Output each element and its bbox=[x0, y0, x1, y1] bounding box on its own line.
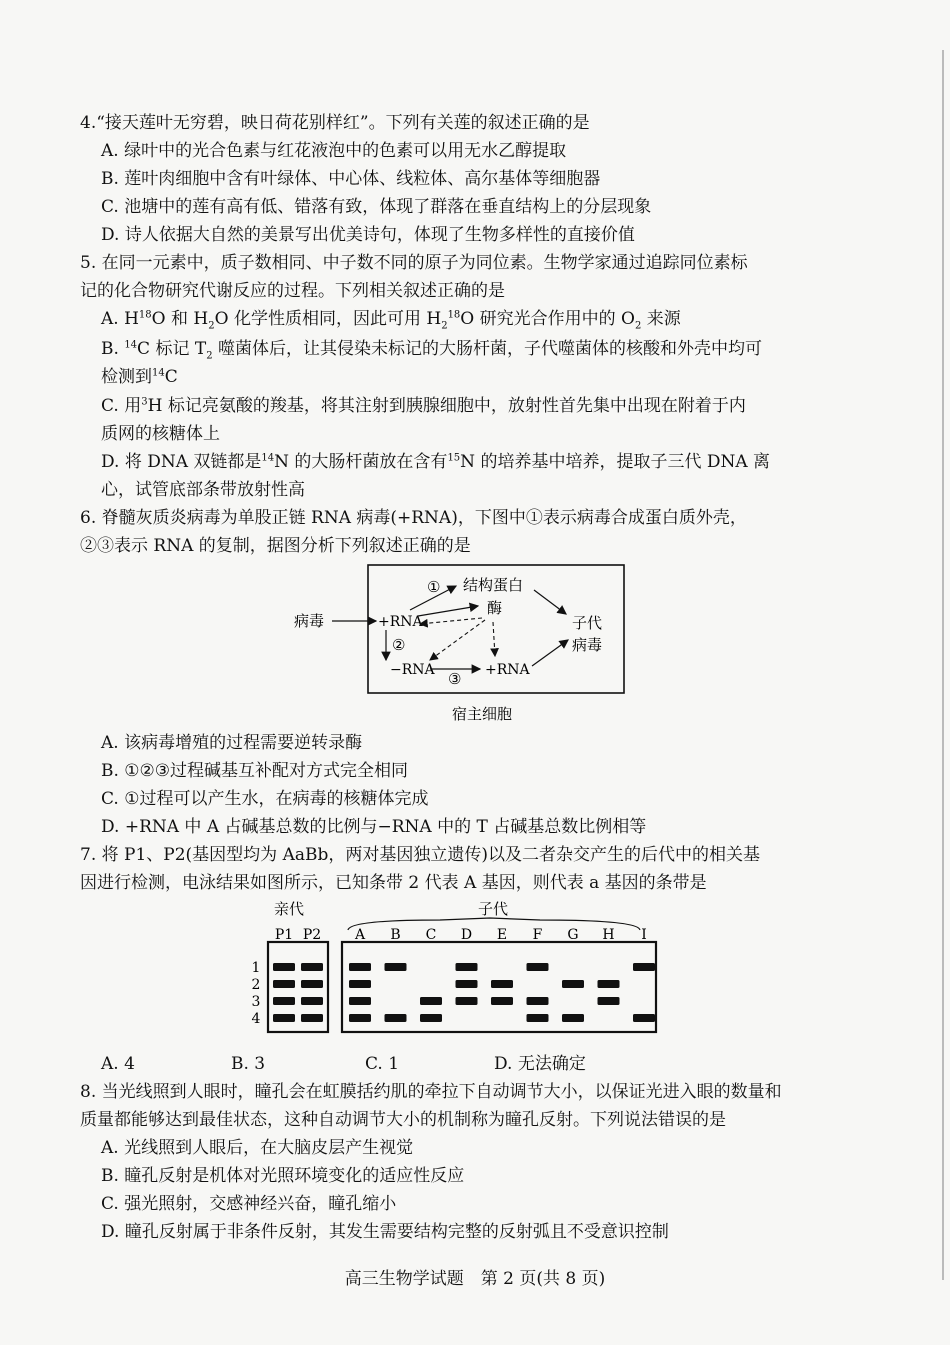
q5-option-b-cont: 检测到$^{14}$C bbox=[101, 367, 178, 387]
dashed-enzyme-arrow-2 bbox=[430, 620, 485, 660]
dashed-enzyme-arrow-1 bbox=[420, 618, 482, 624]
gel-band-b-4 bbox=[385, 1014, 407, 1022]
arrow-rna-to-offspring bbox=[532, 640, 568, 666]
q8-option-a: A. 光线照到人眼后，在大脑皮层产生视觉 bbox=[101, 1138, 414, 1158]
step-1-label: ① bbox=[427, 578, 441, 596]
q7-option-b: B. 3 bbox=[231, 1054, 266, 1074]
step-2-label: ② bbox=[392, 636, 406, 654]
q4-option-d: D. 诗人依据大自然的美景写出优美诗句，体现了生物多样性的直接价值 bbox=[101, 225, 635, 245]
lane-label-p2: P2 bbox=[302, 927, 322, 943]
gel-band-c-4 bbox=[420, 1014, 442, 1022]
q6-stem-1: 6. 脊髓灰质炎病毒为单股正链 RNA 病毒(+RNA)，下图中①表示病毒合成蛋白质外壳， bbox=[80, 508, 747, 528]
virus-replication-diagram bbox=[280, 560, 640, 730]
arrow-protein-to-offspring bbox=[534, 590, 566, 614]
gel-band-f-3 bbox=[527, 997, 549, 1005]
gel-band-d-1 bbox=[456, 963, 478, 971]
lane-label-g: G bbox=[567, 927, 579, 943]
parent-label: 亲代 bbox=[274, 900, 305, 918]
q4-stem: 4.“接天莲叶无穷碧，映日荷花别样红”。下列有关莲的叙述正确的是 bbox=[80, 113, 590, 133]
offspring-label-2: 病毒 bbox=[572, 636, 603, 654]
q5-option-a: A. $H^{18}O$ 和 $H_2O$ 化学性质相同，因此可用 $H_2^{18}O$ 研究光合作用中的 $O_2$ 来源 bbox=[101, 309, 681, 332]
gel-band-g-2 bbox=[562, 980, 584, 988]
lane-label-p1: P1 bbox=[274, 927, 294, 943]
band-row-label-2: 2 bbox=[251, 977, 261, 993]
lane-label-e: E bbox=[496, 927, 508, 943]
q4-option-a: A. 绿叶中的光合色素与红花液泡中的色素可以用无水乙醇提取 bbox=[101, 141, 567, 161]
page-footer: 高三生物学试题 第 2 页(共 8 页) bbox=[344, 1269, 606, 1289]
lane-label-i: I bbox=[641, 927, 647, 943]
gel-band-a-1 bbox=[349, 963, 371, 971]
q8-option-d: D. 瞳孔反射属于非条件反射，其发生需要结构完整的反射弧且不受意识控制 bbox=[101, 1222, 669, 1242]
dashed-enzyme-arrow-3 bbox=[493, 622, 495, 656]
gel-band-a-4 bbox=[349, 1014, 371, 1022]
gel-band-d-2 bbox=[456, 980, 478, 988]
plus-rna-label: +RNA bbox=[378, 614, 423, 630]
q4-option-b: B. 莲叶肉细胞中含有叶绿体、中心体、线粒体、高尔基体等细胞器 bbox=[101, 169, 601, 189]
gel-band-g-4 bbox=[562, 1014, 584, 1022]
gel-band-i-1 bbox=[633, 963, 655, 971]
virus-label: 病毒 bbox=[294, 612, 325, 630]
lane-label-c: C bbox=[425, 927, 437, 943]
q8-option-b: B. 瞳孔反射是机体对光照环境变化的适应性反应 bbox=[101, 1166, 465, 1186]
gel-band-p1-3 bbox=[273, 997, 295, 1005]
lane-label-b: B bbox=[390, 927, 401, 943]
band-row-label-1: 1 bbox=[251, 960, 261, 976]
gel-band-e-3 bbox=[491, 997, 513, 1005]
gel-band-p1-1 bbox=[273, 963, 295, 971]
gel-band-p2-4 bbox=[301, 1014, 323, 1022]
gel-band-i-4 bbox=[633, 1014, 655, 1022]
q5-stem-1: 5. 在同一元素中，质子数相同、中子数不同的原子为同位素。生物学家通过追踪同位素标 bbox=[80, 253, 748, 273]
q6-option-c: C. ①过程可以产生水，在病毒的核糖体完成 bbox=[101, 789, 429, 809]
q8-stem-2: 质量都能够达到最佳状态，这种自动调节大小的机制称为瞳孔反射。下列说法错误的是 bbox=[80, 1110, 726, 1130]
q5-option-d: D. 将 DNA 双链都是$^{14}$N 的大肠杆菌放在含有$^{15}$N 的培养基中培养，提取子三代 DNA 离 bbox=[101, 452, 771, 472]
gel-band-f-4 bbox=[527, 1014, 549, 1022]
q8-stem-1: 8. 当光线照到人眼时，瞳孔会在虹膜括约肌的牵拉下自动调节大小，以保证光进入眼的数量和 bbox=[80, 1082, 782, 1102]
offspring-label-1: 子代 bbox=[572, 614, 603, 632]
gel-band-a-2 bbox=[349, 980, 371, 988]
gel-band-b-1 bbox=[385, 963, 407, 971]
q7-option-d: D. 无法确定 bbox=[494, 1054, 586, 1074]
gel-band-h-2 bbox=[598, 980, 620, 988]
q6-option-d: D. +RNA 中 A 占碱基总数的比例与−RNA 中的 T 占碱基总数比例相等 bbox=[101, 817, 647, 837]
gel-band-p2-1 bbox=[301, 963, 323, 971]
q5-option-d-cont: 心，试管底部条带放射性高 bbox=[101, 480, 305, 500]
gel-band-d-3 bbox=[456, 997, 478, 1005]
page-edge bbox=[942, 50, 944, 1280]
gel-band-p2-3 bbox=[301, 997, 323, 1005]
arrow-rna-to-enzyme bbox=[418, 606, 478, 616]
q5-stem-2: 记的化合物研究代谢反应的过程。下列相关叙述正确的是 bbox=[80, 281, 505, 301]
lane-label-d: D bbox=[460, 927, 473, 943]
gel-band-h-3 bbox=[598, 997, 620, 1005]
gel-band-e-2 bbox=[491, 980, 513, 988]
q5-option-c-cont: 质网的核糖体上 bbox=[101, 424, 220, 444]
q5-option-c: C. 用$^3$H 标记亮氨酸的羧基，将其注射到胰腺细胞中，放射性首先集中出现在附着于内 bbox=[101, 396, 746, 416]
gel-band-c-3 bbox=[420, 997, 442, 1005]
gel-band-a-3 bbox=[349, 997, 371, 1005]
q5-option-b: B. $^{14}$C 标记 $T_2$ 噬菌体后，让其侵染未标记的大肠杆菌，子代噬菌体的核酸和外壳中均可 bbox=[101, 339, 762, 362]
offspring-label: 子代 bbox=[478, 900, 509, 918]
structural-protein-label: 结构蛋白 bbox=[463, 576, 524, 594]
lane-label-a: A bbox=[354, 927, 366, 943]
band-row-label-3: 3 bbox=[251, 994, 261, 1010]
lane-label-h: H bbox=[602, 927, 615, 943]
minus-rna-label: −RNA bbox=[390, 662, 435, 678]
band-row-label-4: 4 bbox=[251, 1011, 261, 1027]
q7-stem-2: 因进行检测，电泳结果如图所示，已知条带 2 代表 A 基因，则代表 a 基因的条带是 bbox=[80, 873, 707, 893]
gel-band-p2-2 bbox=[301, 980, 323, 988]
q7-option-c: C. 1 bbox=[365, 1054, 400, 1074]
gel-band-p1-2 bbox=[273, 980, 295, 988]
q6-stem-2: ②③表示 RNA 的复制，据图分析下列叙述正确的是 bbox=[80, 536, 471, 556]
step-3-label: ③ bbox=[448, 670, 462, 688]
q8-option-c: C. 强光照射，交感神经兴奋，瞳孔缩小 bbox=[101, 1194, 397, 1214]
electrophoresis-gel bbox=[240, 898, 670, 1043]
q6-option-a: A. 该病毒增殖的过程需要逆转录酶 bbox=[101, 733, 363, 753]
q6-option-b: B. ①②③过程碱基互补配对方式完全相同 bbox=[101, 761, 409, 781]
gel-band-f-1 bbox=[527, 963, 549, 971]
q7-option-a: A. 4 bbox=[101, 1054, 135, 1074]
q4-option-c: C. 池塘中的莲有高有低、错落有致，体现了群落在垂直结构上的分层现象 bbox=[101, 197, 652, 217]
gel-band-p1-4 bbox=[273, 1014, 295, 1022]
host-cell-label: 宿主细胞 bbox=[452, 705, 513, 723]
enzyme-label: 酶 bbox=[487, 599, 503, 617]
plus-rna-label-2: +RNA bbox=[485, 662, 530, 678]
q7-stem-1: 7. 将 P1、P2(基因型均为 AaBb，两对基因独立遗传)以及二者杂交产生的后代中的相关基 bbox=[80, 845, 760, 865]
lane-label-f: F bbox=[532, 927, 543, 943]
